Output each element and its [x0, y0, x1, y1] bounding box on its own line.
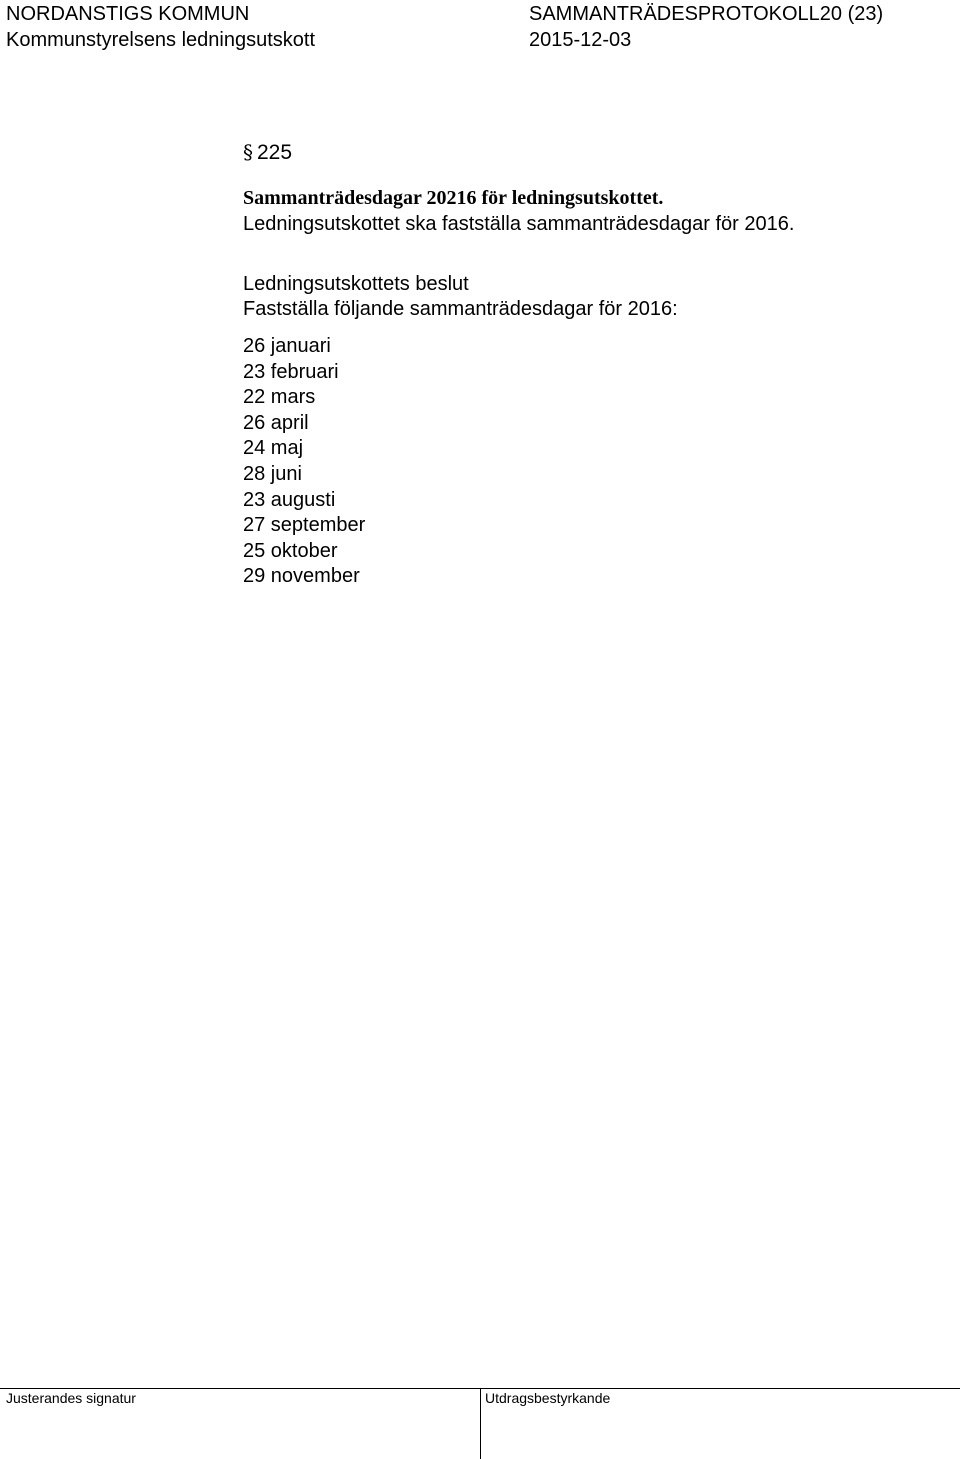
- list-item: 25 oktober: [243, 539, 338, 562]
- decision-text: Fastställa följande sammanträdesdagar för 2016:: [243, 298, 678, 320]
- section-intro: Ledningsutskottet ska fastställa sammanträdesdagar för 2016.: [243, 213, 795, 235]
- list-item: 24 maj: [243, 437, 304, 460]
- list-item: 26 april: [243, 411, 309, 434]
- meeting-date: 2015-12-03: [529, 29, 632, 51]
- list-item: 26 januari: [243, 335, 331, 357]
- certification-label: Utdragsbestyrkande: [485, 1390, 611, 1406]
- section-symbol: §: [243, 140, 253, 164]
- list-item: 28 juni: [243, 462, 302, 485]
- decision-heading: Ledningsutskottets beslut: [243, 273, 469, 295]
- list-item: 23 februari: [243, 360, 339, 383]
- list-item: 23 augusti: [243, 488, 336, 511]
- list-item: 29 november: [243, 565, 360, 588]
- document-type: SAMMANTRÄDESPROTOKOLL20 (23): [529, 3, 884, 25]
- footer-divider: [480, 1388, 481, 1459]
- section-title: Sammanträdesdagar 20216 för ledningsutskottet.: [243, 187, 664, 209]
- list-item: 27 september: [243, 514, 366, 537]
- meeting-dates-list: [243, 334, 365, 590]
- organization-name: NORDANSTIGS KOMMUN: [6, 3, 250, 25]
- list-item: 22 mars: [243, 386, 316, 409]
- signature-label: Justerandes signatur: [6, 1390, 136, 1406]
- paragraph-number: [243, 140, 292, 165]
- section-number: 225: [257, 141, 293, 164]
- board-name: Kommunstyrelsens ledningsutskott: [6, 29, 316, 51]
